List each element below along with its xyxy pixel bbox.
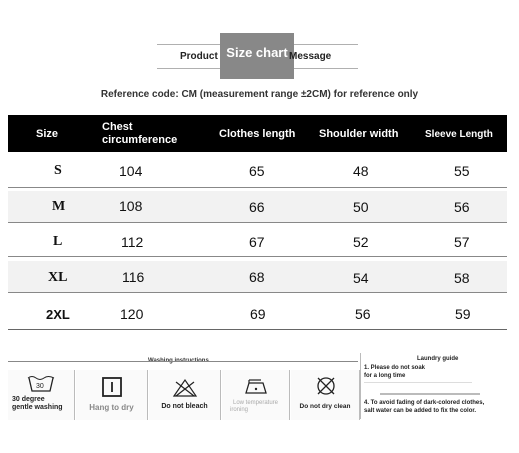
svg-text:30: 30	[36, 383, 44, 390]
care-item-dryclean	[291, 370, 360, 420]
cell-length: 69	[250, 306, 266, 322]
laundry-title: Laundry guide	[417, 356, 459, 362]
care-item-iron	[222, 370, 290, 420]
care-item-hang	[76, 370, 148, 420]
cell-length: 67	[249, 234, 265, 250]
cell-shoulder: 52	[353, 234, 369, 250]
cell-chest: 104	[119, 163, 143, 179]
guide-line: salt water can be added to fix the color.	[364, 408, 477, 414]
no-dry-clean-icon	[315, 375, 337, 397]
cell-shoulder: 48	[353, 163, 369, 179]
cell-size: L	[53, 234, 63, 249]
guide-line: 4. To avoid fading of dark-colored clothes,	[364, 400, 485, 406]
care-label: Do not bleach	[161, 403, 208, 410]
care-item-wash	[8, 370, 75, 420]
header-chest	[102, 121, 177, 147]
care-section	[8, 353, 507, 419]
cell-size: S	[54, 163, 62, 178]
cell-sleeve: 55	[454, 163, 470, 179]
care-divider	[8, 361, 358, 362]
divider	[360, 353, 361, 419]
tab-divider	[294, 68, 358, 69]
guide-line: for a long time	[364, 373, 406, 379]
cell-chest: 108	[119, 198, 143, 214]
table-row	[8, 191, 507, 223]
header-size: Size	[36, 128, 59, 140]
cell-size: XL	[48, 270, 68, 285]
low-temp-iron-icon	[243, 378, 269, 396]
table-row	[8, 298, 507, 330]
tab-divider	[157, 68, 221, 69]
header-shoulder: Shoulder width	[319, 128, 399, 140]
care-label: Low temperature	[232, 400, 279, 406]
cell-chest: 116	[122, 269, 145, 285]
size-table-header	[8, 115, 507, 152]
table-row	[8, 225, 507, 257]
cell-chest: 112	[121, 234, 144, 250]
cell-shoulder: 50	[353, 199, 369, 215]
header-chest-line1: Chest	[102, 121, 133, 133]
care-label: ironing	[230, 407, 249, 413]
care-label: Hang to dry	[89, 403, 134, 412]
cell-length: 66	[249, 199, 265, 215]
cell-chest: 120	[120, 306, 144, 322]
cell-length: 65	[249, 163, 265, 179]
table-row	[8, 261, 507, 293]
wash-30-icon	[26, 373, 56, 393]
cell-size: M	[52, 199, 66, 214]
table-row	[8, 156, 507, 188]
hang-dry-icon	[101, 376, 123, 398]
cell-length: 68	[249, 269, 265, 285]
faded-text	[380, 393, 480, 395]
guide-line: 1. Please do not soak	[364, 365, 426, 371]
care-label: gentle washing	[12, 404, 63, 411]
tab-size-chart[interactable]: Size chart	[220, 33, 294, 79]
tab-divider	[157, 44, 221, 45]
cell-sleeve: 59	[455, 306, 471, 322]
care-item-bleach	[149, 370, 221, 420]
laundry-guide	[360, 353, 507, 419]
care-label: 30 degree	[12, 396, 45, 403]
reference-note: Reference code: CM (measurement range ±2CM) for reference only	[100, 89, 419, 100]
header-length: Clothes length	[219, 128, 296, 140]
cell-shoulder: 54	[353, 270, 369, 286]
care-label: Do not dry clean	[299, 403, 351, 410]
cell-size: 2XL	[46, 307, 70, 322]
cell-shoulder: 56	[355, 306, 371, 322]
tab-message[interactable]: Message	[289, 51, 332, 62]
header-sleeve: Sleeve Length	[425, 129, 493, 140]
cell-sleeve: 56	[454, 199, 470, 215]
no-bleach-icon	[172, 378, 198, 398]
cell-sleeve: 57	[454, 234, 470, 250]
header-chest-line2: circumference	[102, 134, 178, 146]
tab-divider	[294, 44, 358, 45]
tab-product[interactable]: Product	[180, 51, 218, 62]
faded-text	[364, 382, 472, 383]
cell-sleeve: 58	[454, 270, 470, 286]
